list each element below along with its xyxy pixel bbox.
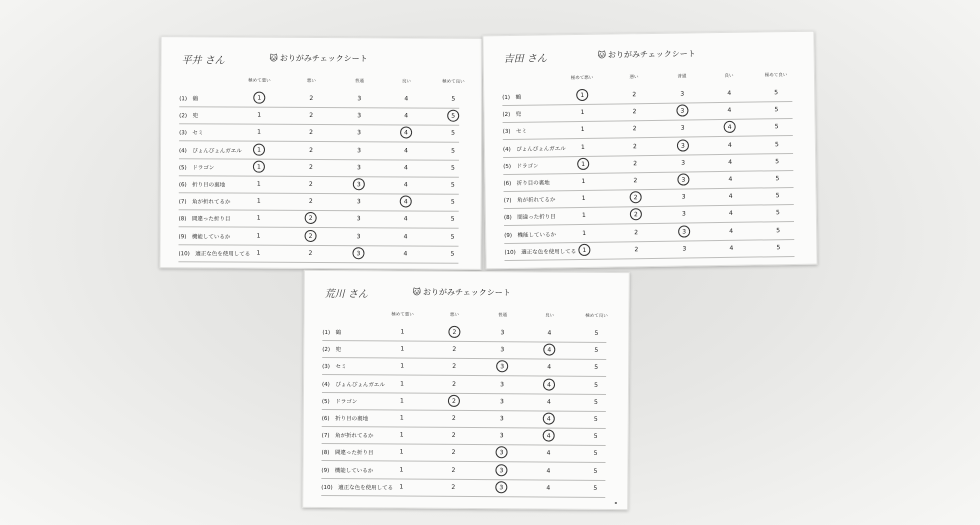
rating-value: 5 [451,130,456,138]
rating-value: 5 [594,364,599,372]
selected-rating-circle [400,196,412,208]
item-label: (8) 間違った折り目 [178,216,231,223]
rating-value: 2 [308,249,313,257]
rating-value: 4 [403,198,408,206]
rating-value: 5 [593,467,598,475]
page-mark: ▪ [614,500,618,506]
sheet-title [413,287,511,299]
selected-rating-circle [677,173,689,185]
rating-value: 3 [357,95,362,103]
rating-value: 2 [451,414,456,422]
rating-value: 4 [404,129,409,137]
rating-value: 2 [308,198,313,206]
item-label: (10) 適正な色を使用してる [504,248,577,256]
rating-value: 2 [633,177,638,185]
selected-rating-circle [352,247,364,259]
rating-value: 2 [634,245,639,254]
rating-value: 3 [500,329,505,337]
rating-value: 4 [727,89,732,97]
rating-value: 3 [500,346,505,354]
rating-value: 4 [403,215,408,223]
rating-value: 3 [357,129,362,137]
rating-value: 2 [308,232,313,240]
rating-value: 2 [452,380,456,388]
selected-rating-circle [543,378,555,390]
rating-value: 3 [680,142,685,150]
rating-value: 4 [546,415,551,423]
item-label: (7) 角が折れてるか [321,433,374,440]
selected-rating-circle [543,413,555,425]
rating-value: 3 [357,112,362,120]
owner-name: 吉田 さん [503,53,547,66]
rating-value: 1 [581,177,586,185]
rating-value: 5 [593,450,598,458]
item-label: (4) ぴょんぴょんガエル [178,147,242,155]
selected-rating-circle [677,139,689,151]
rating-value: 1 [580,91,585,99]
rating-value: 2 [632,125,637,133]
rating-value: 5 [593,398,598,406]
rating-value: 4 [547,329,552,337]
rating-value: 4 [729,244,734,252]
item-label: (7) 角が折れてるか [503,197,556,205]
sheet-title-text: おりがみチェックシート [279,53,368,64]
selected-rating-circle [543,430,555,442]
rating-value: 4 [546,484,551,492]
selected-rating-circle [448,395,460,407]
item-label: (9) 機能しているか [178,233,231,241]
rating-value: 1 [399,483,404,491]
rating-value: 2 [309,112,314,120]
selected-rating-circle [495,464,507,476]
item-label: (2) 兜 [179,113,199,120]
rating-value: 2 [452,346,457,354]
rating-header: 良い [401,79,411,85]
rating-value: 4 [728,193,733,201]
item-label: (5) ドラゴン [503,163,539,170]
rating-value: 3 [499,484,504,492]
checklist-row [504,239,794,261]
rating-value: 4 [547,363,552,371]
rating-value: 5 [451,112,456,120]
rating-value: 2 [309,129,314,137]
rating-header: 極めて良い [585,313,608,319]
rating-header: 普通 [354,79,364,85]
rating-value: 1 [580,109,585,117]
rating-value: 1 [257,94,262,102]
rating-value: 4 [546,467,551,475]
rating-header: 悪い [450,312,460,318]
rating-value: 2 [451,432,456,440]
rating-value: 5 [774,106,779,114]
rating-value: 4 [404,147,408,155]
rating-value: 3 [356,198,361,206]
selected-rating-circle [400,127,412,139]
rating-value: 1 [581,212,586,220]
checklist-row [178,244,458,263]
rating-value: 4 [727,141,732,149]
rating-value: 4 [404,112,409,120]
rating-value: 4 [728,175,733,183]
item-label: (1) 鶴 [502,94,522,102]
rating-value: 5 [450,164,455,172]
rating-value: 3 [499,432,504,440]
rating-value: 4 [547,346,552,354]
cat-icon: 🐱 [269,53,278,63]
item-label: (9) 機能しているか [321,467,374,474]
rating-value: 1 [580,126,585,134]
rating-value: 5 [774,123,779,131]
item-label: (1) 鶴 [322,329,342,337]
rating-value: 1 [400,380,404,388]
rating-value: 1 [581,195,586,203]
rating-value: 2 [632,142,637,150]
rating-value: 3 [680,124,685,132]
rating-value: 3 [682,245,687,253]
sheet-title [598,48,696,60]
rating-value: 5 [775,157,780,166]
rating-header: 極めて良い [442,79,465,85]
rating-value: 1 [256,249,261,257]
rating-value: 3 [681,159,686,167]
rating-value: 5 [450,233,455,241]
item-label: (3) セミ [322,364,347,371]
rating-value: 5 [450,250,455,258]
rating-value: 4 [546,432,551,440]
rating-value: 5 [775,209,780,217]
rating-value: 1 [400,328,405,336]
rating-header: 極めて良い [764,73,788,79]
selected-rating-circle [676,105,688,117]
rating-value: 3 [500,363,505,371]
selected-rating-circle [253,160,265,172]
item-label: (1) 鶴 [179,96,199,103]
rating-value: 5 [775,175,780,183]
owner-name: 平井 さん [181,55,225,67]
rating-value: 5 [450,198,455,206]
rating-value: 5 [451,95,456,103]
sheet-title [269,53,367,65]
rating-value: 4 [727,124,732,132]
rating-value: 1 [257,111,262,119]
rating-value: 4 [728,210,733,218]
selected-rating-circle [496,447,508,459]
cat-icon: 🐱 [597,50,607,60]
rating-header: 良い [545,313,555,319]
rating-value: 2 [309,94,314,102]
selected-rating-circle [353,178,365,190]
item-label: (4) ぴょんぴょんガエル [502,145,566,153]
item-label: (6) 折り目の裏地 [321,415,369,423]
rating-value: 5 [775,192,780,200]
rating-value: 5 [451,147,455,155]
rating-value: 5 [774,89,779,97]
rating-value: 3 [682,228,687,236]
rating-value: 2 [451,397,456,405]
rating-value: 4 [403,164,408,172]
selected-rating-circle [630,209,642,221]
rating-value: 1 [400,362,405,370]
selected-rating-circle [448,326,460,338]
rating-header: 悪い [629,75,639,81]
rating-value: 3 [357,146,361,154]
selected-rating-circle [447,110,459,122]
rating-value: 1 [580,143,585,151]
rating-value: 3 [356,232,361,240]
rating-value: 1 [256,180,261,188]
rating-value: 4 [727,107,732,115]
owner-name: 荒川 さん [324,289,368,301]
selected-rating-circle [578,244,590,256]
rating-value: 5 [450,181,455,189]
rating-value: 5 [776,243,781,252]
item-label: (5) ドラゴン [321,398,358,406]
item-label: (10) 適正な色を使用してる [178,251,251,258]
rating-value: 4 [403,250,408,258]
rating-value: 1 [257,146,261,154]
item-label: (10) 適正な色を使用してる [321,484,394,492]
rating-header: 極めて悪い [391,312,414,318]
selected-rating-circle [630,191,642,203]
rating-header: 普通 [498,313,508,319]
item-label: (2) 兜 [502,111,522,119]
rating-value: 2 [451,466,456,474]
rating-value: 4 [403,181,408,189]
selected-rating-circle [543,344,555,356]
rating-value: 3 [681,193,686,201]
rating-value: 1 [256,232,261,240]
rating-value: 2 [451,449,456,457]
rating-value: 5 [593,484,598,492]
rating-value: 1 [399,431,404,439]
rating-value: 4 [403,233,408,241]
rating-value: 5 [593,433,598,441]
item-label: (4) ぴょんぴょんガエル [322,381,385,389]
checklist-row [321,478,605,498]
item-label: (2) 兜 [322,347,342,354]
rating-value: 4 [546,449,551,457]
rating-header: 悪い [306,78,316,84]
rating-value: 4 [546,398,551,406]
sheet-title-text: おりがみチェックシート [607,49,696,60]
selected-rating-circle [495,481,507,493]
rating-value: 1 [582,246,587,254]
item-label: (6) 折り目の裏地 [503,180,550,188]
rating-value: 2 [634,228,639,236]
rating-header: 極めて悪い [570,75,594,82]
rating-value: 3 [680,90,685,98]
rating-value: 3 [500,380,504,388]
rating-value: 5 [593,415,598,423]
selected-rating-circle [305,230,317,242]
rating-value: 3 [681,210,686,218]
rating-value: 4 [404,95,409,103]
rating-value: 5 [594,329,599,337]
item-label: (3) セミ [179,130,204,137]
rating-value: 2 [633,211,638,219]
rating-value: 4 [729,227,734,235]
item-label: (8) 間違った折り目 [321,450,374,457]
rating-header: 普通 [677,74,687,80]
rating-value: 1 [399,414,404,422]
rating-value: 1 [399,466,404,474]
selected-rating-circle [724,121,736,133]
rating-value: 5 [774,140,779,148]
check-sheet-arakawa [302,270,630,510]
rating-value: 3 [680,107,685,115]
rating-value: 5 [594,381,598,389]
rating-value: 3 [356,181,361,189]
selected-rating-circle [576,89,588,101]
rating-value: 2 [633,194,638,202]
rating-value: 2 [452,363,457,371]
check-sheet-yoshida [482,31,817,270]
check-sheet-hirai [159,36,482,270]
rating-value: 1 [399,448,404,456]
item-label: (9) 機能しているか [504,231,557,239]
item-label: (3) セミ [502,129,528,136]
selected-rating-circle [678,225,690,237]
item-label: (7) 角が折れてるか [178,199,231,206]
item-label: (8) 間違った折り目 [503,214,556,222]
rating-value: 1 [256,163,261,171]
rating-value: 1 [256,197,261,205]
rating-value: 1 [399,397,404,405]
rating-value: 3 [499,466,504,474]
rating-value: 4 [547,381,551,389]
rating-value: 3 [499,415,504,423]
rating-value: 3 [356,249,361,258]
rating-value: 2 [451,483,456,491]
rating-value: 2 [452,328,457,336]
selected-rating-circle [305,212,317,224]
rating-value: 3 [499,398,504,406]
rating-value: 1 [582,229,587,237]
rating-value: 2 [633,159,638,168]
rating-value: 3 [681,176,686,184]
cat-icon: 🐱 [412,287,422,297]
rating-value: 3 [356,163,361,172]
rating-value: 1 [400,345,405,353]
rating-value: 2 [632,108,637,116]
selected-rating-circle [496,361,508,373]
selected-rating-circle [253,143,265,155]
rating-value: 2 [308,215,313,223]
rating-value: 1 [257,129,262,137]
selected-rating-circle [253,92,265,104]
rating-value: 5 [594,347,599,355]
sheet-title-text: おりがみチェックシート [422,287,511,298]
rating-value: 1 [256,215,261,223]
rating-value: 2 [309,146,313,154]
rating-value: 1 [581,160,586,168]
rating-value: 3 [356,215,361,223]
rating-value: 3 [499,449,504,457]
selected-rating-circle [577,158,589,170]
rating-value: 5 [450,216,455,224]
item-label: (5) ドラゴン [178,165,215,172]
rating-value: 4 [728,158,733,166]
rating-value: 2 [308,163,313,171]
rating-header: 極めて悪い [248,78,271,84]
item-label: (6) 折り目の裏地 [178,182,226,189]
rating-value: 2 [632,91,637,99]
rating-value: 5 [776,226,781,234]
rating-header: 良い [724,73,734,79]
rating-value: 2 [308,180,313,188]
